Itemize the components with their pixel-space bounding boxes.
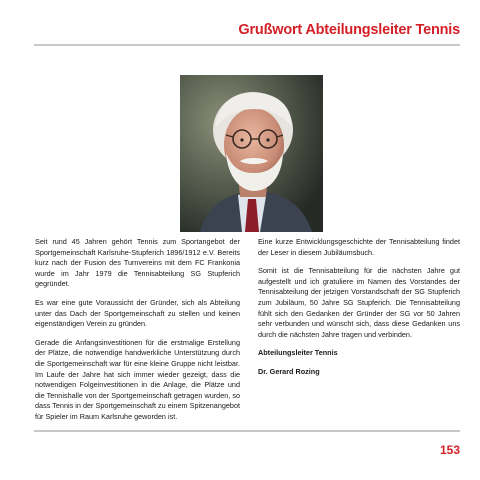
body-paragraph: Gerade die Anfangsinvestitionen für die erstmalige Erstellung der Plätze, die notwendige handwerkliche Unterstützung durch die Sportgemeinschaft war für eine kleine Gruppe nicht leistbar. Im Laufe der Jahre hat sich immer wieder gezeigt, dass die notwendigen Folgeinvestitionen in die Anlage, die Plätze und die Tennishalle von der Sportgemeinschaft getragen wurden, so dass Tennis in der Sportgemeinschaft zu einem Spitzenangebot für Spieler im Raum Karlsruhe geworden ist. (35, 337, 240, 421)
footer-divider (34, 430, 460, 432)
signature-name: Dr. Gerard Rozing (258, 366, 320, 376)
body-paragraph: Seit rund 45 Jahren gehört Tennis zum Sportangebot der Sportgemeinschaft Karlsruhe-Stupferich 1896/1912 e.V. Bereits kurz nach der Fusion des Turnvereins mit dem FC Frankonia wurde im Jahr 1979 die Tennisabteilung SG Stupferich gegründet. (35, 237, 240, 289)
left-text-column (35, 237, 240, 431)
portrait-photo (180, 75, 323, 232)
signature-role: Abteilungsleiter Tennis (258, 348, 338, 358)
body-paragraph: Eine kurze Entwicklungsgeschichte der Tennisabteilung findet der Leser in diesem Jubiläumsbuch. (258, 237, 460, 257)
right-text-column (258, 237, 460, 386)
body-paragraph: Somit ist die Tennisabteilung für die nächsten Jahre gut aufgestellt und ich gratuliere im Namen des Vorstandes der Tennisabteilung der jetzigen Vorstandschaft der SG Stupferich zum Jubiläum, 50 Jahre SG Stupferich. Die Tennisabteilung fühlt sich den Gedanken der Gründer der SG vor 50 Jahren sehr verbunden und wünscht sich, dass diese Gedanken uns durch die nächsten Jahre tragen und verbinden. (258, 266, 460, 339)
header-divider (34, 44, 460, 46)
body-paragraph: Es war eine gute Voraussicht der Gründer, sich als Abteilung unter das Dach der Sportgemeinschaft zu stellen und keinen eigenständigen Verein zu gründen. (35, 297, 240, 329)
page-number: 153 (439, 443, 460, 457)
page-title: Grußwort Abteilungsleiter Tennis (238, 22, 460, 38)
